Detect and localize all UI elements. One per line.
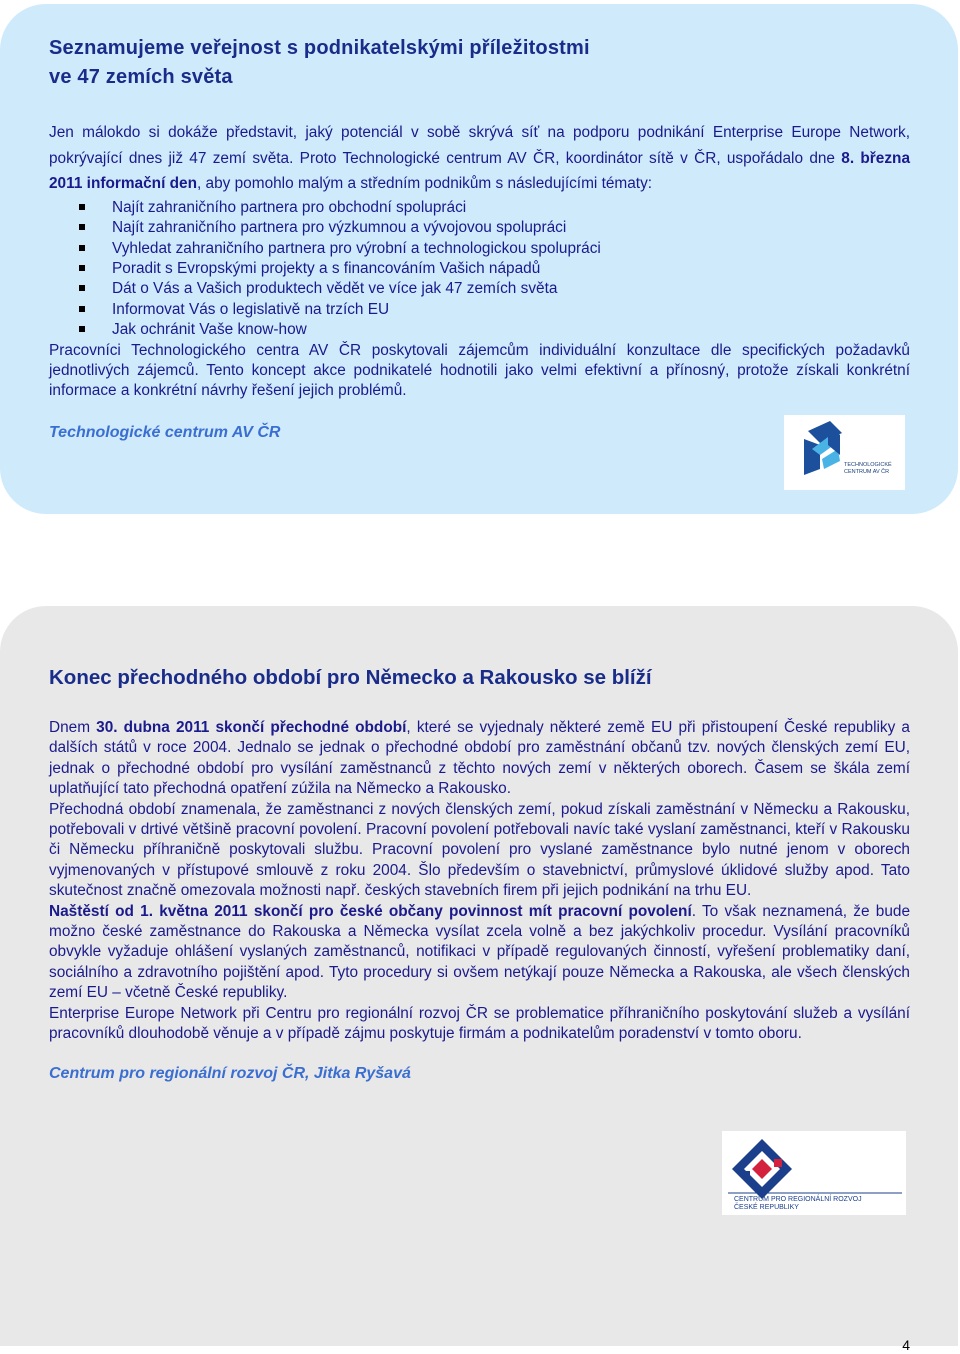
section1-signature: Technologické centrum AV ČR (49, 423, 281, 441)
section2-p2: Přechodná období znamenala, že zaměstnanci z nových členských zemí, pokud získali zaměstnání v Německu a Rakousku, potřebovali v drtivé většině pracovní povolení. Pracovní povolení potřebovali navíc také vyslaní zaměstnanci, kteří v Rakousku či Německu příhraničně poskytovali službu. Pracovní povolení pro vyslané zaměstnance bylo nutné jenom v oborech vyjmenovaných v přístupové smlouvě z roku 2004. Šlo především o stavebnictví, průmyslové úklidové služby apod. Tato skutečnost značně omezovala možnosti např. českých stavebních firem při jejich podnikání na trhu EU. (49, 800, 910, 900)
topic-list-item: Poradit s Evropskými projekty a s financováním Vašich nápadů (79, 259, 910, 279)
svg-text:CENTRUM PRO REGIONÁLNÍ ROZVOJ: CENTRUM PRO REGIONÁLNÍ ROZVOJ (734, 1196, 862, 1203)
section1-closing: Pracovníci Technologického centra AV ČR poskytovali zájemcům individuální konzultace dle specifických požadavků jednotlivých zájemců. Tento koncept akce podnikatelé hodnotili jako velmi efektivní a přínosný, protože získali konkrétní informace a konkrétní návrhy řešení jejich problémů. (49, 341, 910, 400)
page-number: 4 (902, 1337, 910, 1353)
svg-text:ČESKÉ REPUBLIKY: ČESKÉ REPUBLIKY (734, 1204, 799, 1211)
tc-logo-icon (784, 415, 905, 490)
topic-list-item: Vyhledat zahraničního partnera pro výrobní a technologickou spolupráci (79, 239, 910, 259)
section2-content (49, 664, 910, 1083)
section2-signature: Centrum pro regionální rozvoj ČR, Jitka Ryšavá (49, 1064, 411, 1082)
topic-list-item: Informovat Vás o legislativě na trzích EU (79, 300, 910, 320)
section2-p4: Enterprise Europe Network při Centru pro regionální rozvoj ČR se problematice příhraničního poskytování služeb a vysílání pracovníků dlouhodobě věnuje a v případě zájmu poskytuje firmám a podnikatelům poradenství v tomto oboru. (49, 1004, 910, 1043)
topic-list-item: Najít zahraničního partnera pro obchodní spolupráci (79, 198, 910, 218)
section2-p3: Naštěstí od 1. května 2011 skončí pro české občany povinnost mít pracovní povolení. To však neznamená, že bude možno české zaměstnance do Rakouska a Německa vysílat zcela volně a bez jakýchkoliv procedur. Vysílání pracovníků obvykle vyžaduje ohlášení vyslaných zaměstnanců, notifikaci v případě regulovaných činností, vyřešení problematiky daní, sociálního a zdravotního pojištění apod. Tyto procedury si ovšem netýkají pouze Německa a Rakouska, ale všech členských zemí EU – včetně České republiky. (49, 902, 910, 1002)
topic-list (49, 198, 910, 341)
topic-list-item: Najít zahraničního partnera pro výzkumnou a vývojovou spolupráci (79, 218, 910, 238)
section2-p1: Dnem 30. dubna 2011 skončí přechodné období, které se vyjednaly některé země EU při přistoupení České republiky a dalších států v roce 2004. Jednalo se jednak o přechodné období pro zaměstnání občanů tzv. nových členských zemí EU, jednak o přechodné období pro vysílání zaměstnanců z těchto nových zemí v některých oborech. Časem se škála zemí uplatňující tato přechodná opatření zúžila na Německo a Rakousko. (49, 719, 910, 798)
tc-logo (784, 415, 905, 490)
topic-list-item: Dát o Vás a Vašich produktech vědět ve více jak 47 zemích světa (79, 279, 910, 299)
crr-logo (722, 1131, 906, 1215)
section1-content (49, 34, 910, 442)
svg-text:TECHNOLOGICKÉ: TECHNOLOGICKÉ (844, 462, 892, 468)
section1-title: Seznamujeme veřejnost s podnikatelskými příležitostmi ve 47 zemích světa (49, 37, 590, 88)
section1-intro: Jen málokdo si dokáže představit, jaký potenciál v sobě skrývá síť na podporu podnikání Enterprise Europe Network, pokrývající dnes již 47 zemí světa. Proto Technologické centrum AV ČR, koordinátor sítě v ČR, uspořádalo dne 8. března 2011 informační den, aby pomohlo malým a středním podnikům s následujícími tématy: (49, 124, 911, 193)
crr-logo-icon (722, 1131, 906, 1215)
topic-list-item: Jak ochránit Vaše know-how (79, 320, 910, 340)
svg-text:CENTRUM AV ČR: CENTRUM AV ČR (844, 469, 890, 475)
section2-title: Konec přechodného období pro Německo a Rakousko se blíží (49, 666, 652, 689)
